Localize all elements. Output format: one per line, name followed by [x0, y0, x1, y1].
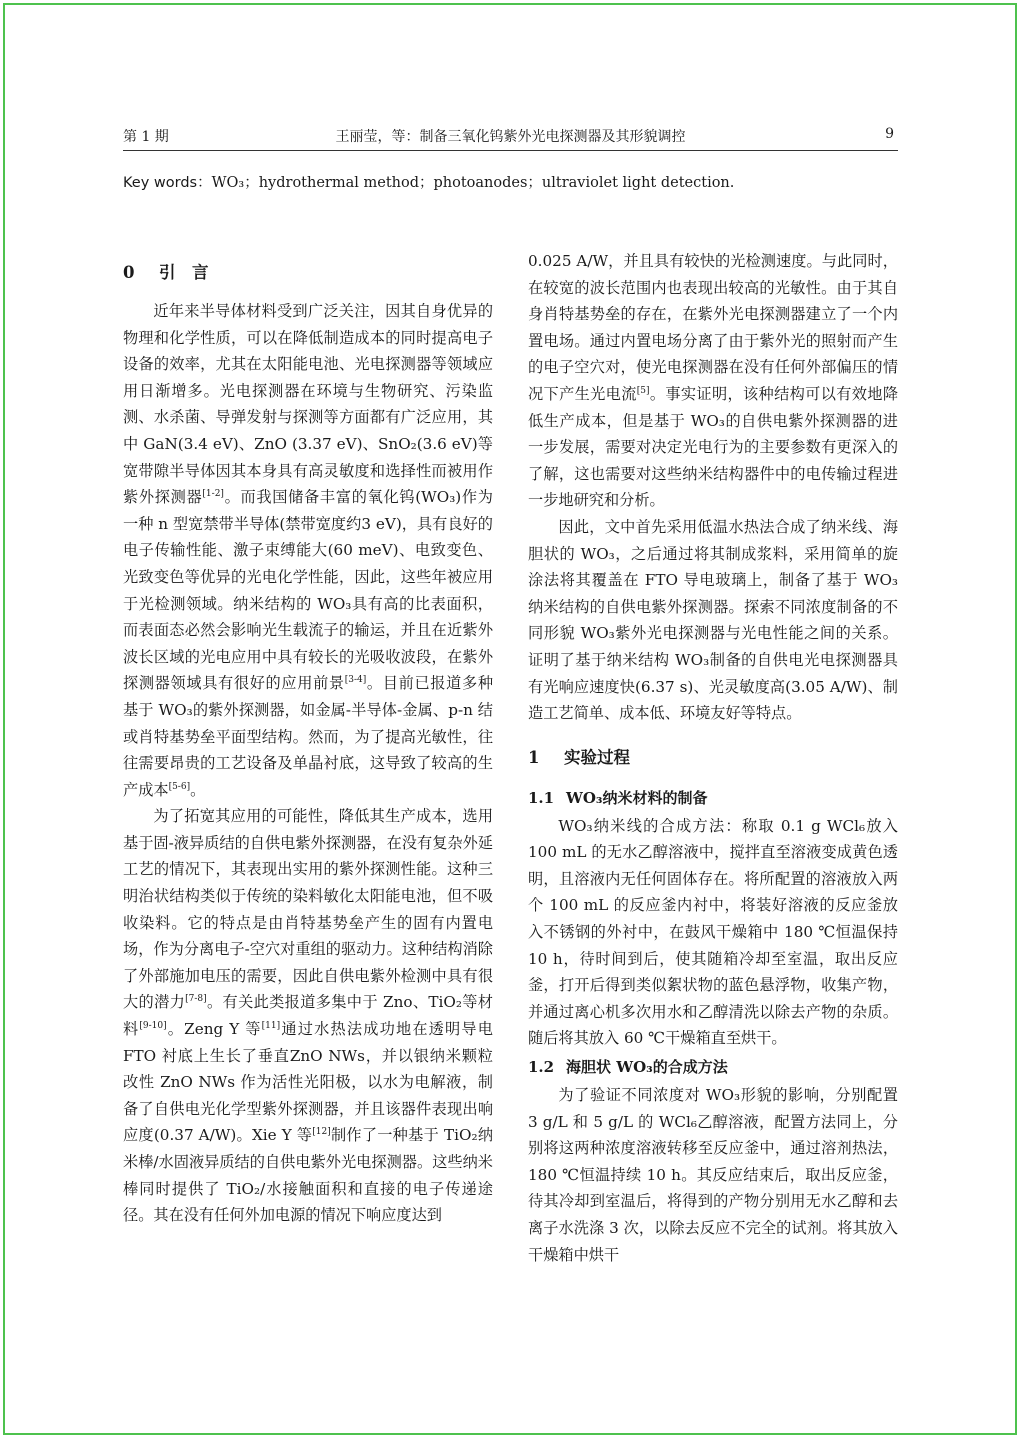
left-column — [123, 248, 493, 1229]
citation: [9-10] — [139, 1020, 167, 1031]
citation: [5-6] — [168, 781, 191, 792]
subsection-heading-1-2 — [528, 1052, 898, 1082]
right-column — [528, 248, 898, 1268]
intro-paragraph-1: 近年来半导体材料受到广泛关注，因其自身优异的物理和化学性质，可以在降低制造成本的同时提高电子设备的效率，尤其在太阳能电池、光电探测器等领域应用日渐增多。光电探测器在环境与生物研究、污染监测、水杀菌、导弹发射与探测等方面都有广泛应用，其中 GaN(3.4 eV)、ZnO (3.37 eV)、SnO₂(3.6 eV)等宽带隙半导体因其本身具有高灵敏度和选择性而被用作紫外探测器[1-2]。而我国储备丰富的氧化钨(WO₃)作为一种 n 型宽禁带半导体(禁带宽度约3 eV)，具有良好的电子传输性能、激子束缚能大(60 meV)、电致变色、光致变色等优异的光电化学性能，因此，这些年被应用于光检测领域。纳米结构的 WO₃具有高的比表面积，而表面态必然会影响光生载流子的输运，并且在近紫外波长区域的光电应用中具有较长的光吸收波段，在紫外探测器领域具有很好的应用前景[3-4]。目前已报道多种基于 WO₃的紫外探测器，如金属-半导体-金属、p-n 结或肖特基势垒平面型结构。然而，为了提高光敏性，往往需要昂贵的工艺设备及单晶衬底，这导致了较高的生产成本[5-6]。 — [123, 302, 494, 799]
running-title: 王丽莹，等：制备三氧化钨紫外光电探测器及其形貌调控 — [335, 129, 686, 145]
keywords-label: Key words： — [123, 175, 212, 191]
section-number: 1 — [528, 747, 540, 767]
section-heading-intro — [123, 248, 493, 298]
citation: [7-8] — [185, 994, 207, 1005]
intro-paragraph-2: 为了拓宽其应用的可能性，降低其生产成本，选用基于固-液异质结的自供电紫外探测器，在没有复杂外延工艺的情况下，其表现出实用的紫外探测性能。这种三明治状结构类似于传统的染料敏化太阳能电池，但不吸收染料。它的特点是由肖特基势垒产生的固有内置电场，作为分离电子-空穴对重组的驱动力。这种结构消除了外部施加电压的需要，因此自供电紫外检测中具有很大的潜力[7-8]。有关此类报道多集中于 Zno、TiO₂等材料[9-10]。Zeng Y 等[11]通过水热法成功地在透明导电 FTO 衬底上生长了垂直ZnO NWs，并以银纳米颗粒改性 ZnO NWs 作为活性光阳极，以水为电解液，制备了自供电光化学型紫外探测器，并且该器件表现出响应度(0.37 A/W)。Xie Y 等[12]制作了一种基于 TiO₂纳米棒/水固液异质结的自供电紫外光电探测器。这些纳米棒同时提供了 TiO₂/水接触面积和直接的电子传递途径。其在没有任何外加电源的情况下响应度达到 — [123, 807, 494, 1225]
issue-number: 第 1 期 — [123, 129, 169, 145]
intro-paragraph-4: 因此，文中首先采用低温水热法合成了纳米线、海胆状的 WO₃，之后通过将其制成浆料，采用简单的旋涂法将其覆盖在 FTO 导电玻璃上，制备了基于 WO₃纳米结构的自供电紫外探测器。探索不同浓度制备的不同形貌 WO₃紫外光电探测器与光电性能之间的关系。证明了基于纳米结构 WO₃制备的自供电光电探测器具有光响应速度快(6.37 s)、光灵敏度高(3.05 A/W)、制造工艺简单、成本低、环境友好等特点。 — [528, 517, 898, 723]
citation: [5] — [636, 385, 650, 396]
citation: [1-2] — [202, 489, 224, 500]
section-title: 实验过程 — [564, 747, 630, 767]
subsection-heading-1-1 — [528, 783, 898, 813]
page-number: 9 — [885, 126, 894, 142]
method-paragraph-1: WO₃纳米线的合成方法：称取 0.1 g WCl₆放入 100 mL 的无水乙醇溶液中，搅拌直至溶液变成黄色透明，且溶液内无任何固体存在。将所配置的溶液放入两个 100 mL 的反应釜内衬中，将装好溶液的反应釜放入不锈钢的外衬中，在鼓风干燥箱中 180 ℃恒温保持 10 h，待时间到后，使其随箱冷却至室温，取出反应釜，打开后得到类似絮状物的蓝色悬浮物，收集产物，并通过离心机多次用水和乙醇清洗以除去产物的杂质。随后将其放入 60 ℃干燥箱直至烘干。 — [528, 816, 898, 1048]
section-title: 引 言 — [159, 263, 209, 282]
section-heading-experiment — [528, 727, 898, 783]
section-number: 0 — [123, 263, 135, 282]
subsection-title: WO₃纳米材料的制备 — [566, 788, 708, 807]
keywords-line — [123, 171, 898, 192]
citation: [11] — [261, 1020, 281, 1031]
subsection-title: 海胆状 WO₃的合成方法 — [566, 1058, 728, 1077]
method-paragraph-2: 为了验证不同浓度对 WO₃形貌的影响，分别配置 3 g/L 和 5 g/L 的 WCl₆乙醇溶液，配置方法同上，分别将这两种浓度溶液转移至反应釜中，通过溶剂热法，180 ℃恒温持续 10 h。其反应结束后，取出反应釜，待其冷却到室温后，将得到的产物分别用无水乙醇和去离子水洗涤 3 次，以除去反应不完全的试剂。将其放入干燥箱中烘干 — [528, 1086, 898, 1264]
citation: [3-4] — [344, 675, 367, 686]
intro-paragraph-3: 0.025 A/W，并且具有较快的光检测速度。与此同时，在较宽的波长范围内也表现出较高的光敏性。由于其自身肖特基势垒的存在，在紫外光电探测器建立了一个内置电场。通过内置电场分离了由于紫外光的照射而产生的电子空穴对，使光电探测器在没有任何外部偏压的情况下产生光电流[5]。事实证明，该种结构可以有效地降低生产成本，但是基于 WO₃的自供电紫外探测器的进一步发展，需要对决定光电行为的主要参数有更深入的了解，这也需要对这些纳米结构器件中的电传输过程进一步地研究和分析。 — [528, 252, 899, 510]
subsection-number: 1.1 — [528, 788, 555, 807]
subsection-number: 1.2 — [528, 1058, 555, 1077]
running-header — [123, 124, 898, 151]
citation: [12] — [312, 1127, 331, 1138]
keywords-text: WO₃；hydrothermal method；photoanodes；ultraviolet light detection. — [211, 175, 735, 191]
